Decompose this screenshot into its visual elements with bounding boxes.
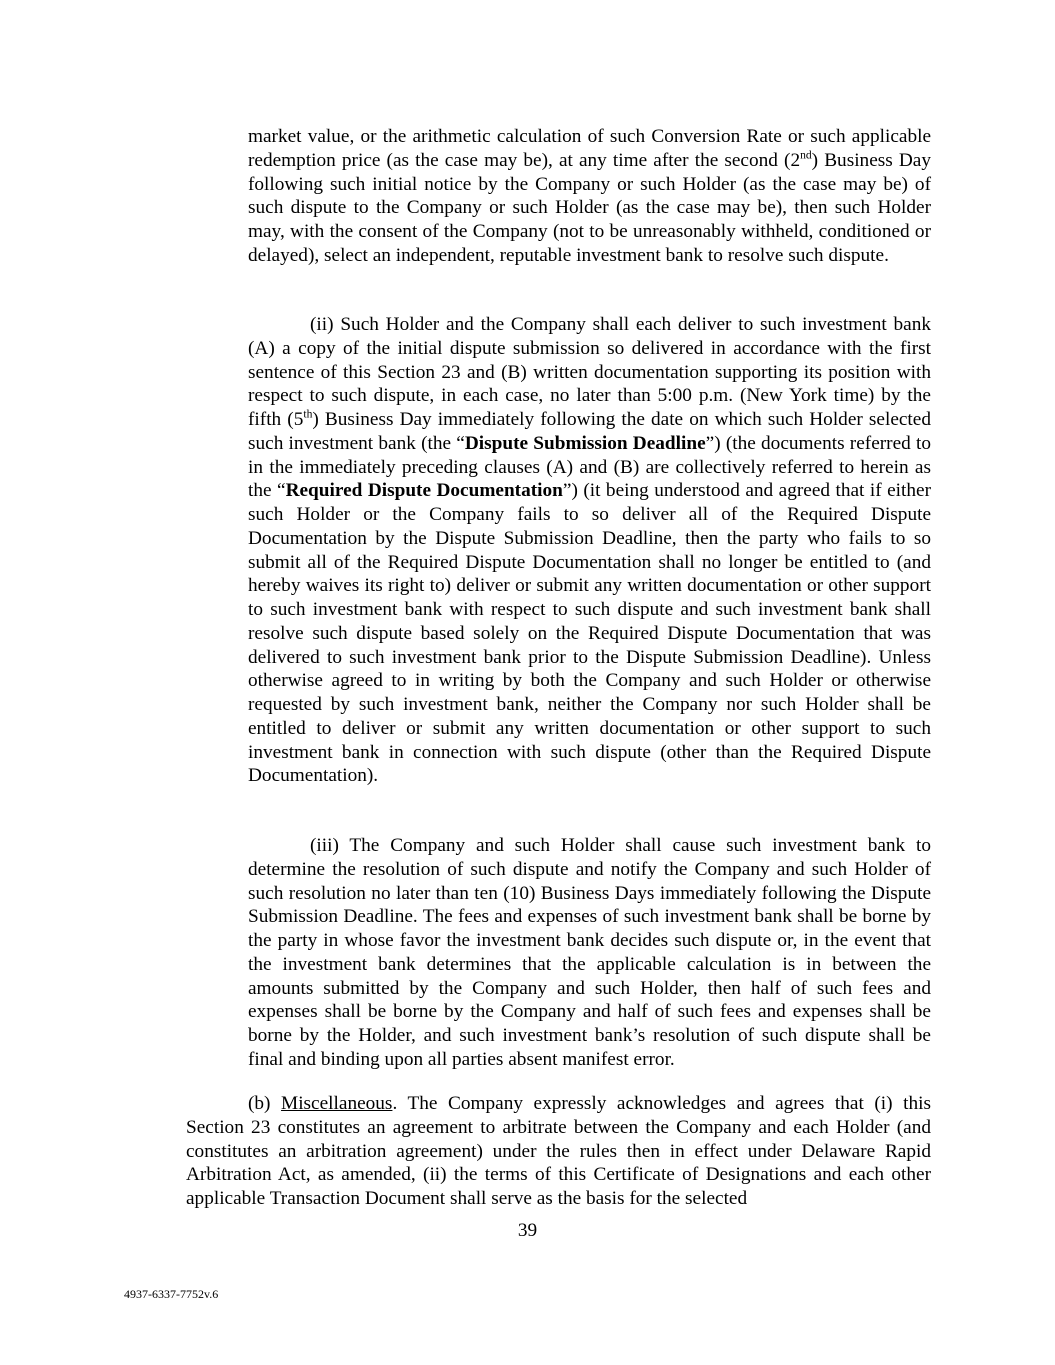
section-heading: Miscellaneous (281, 1093, 393, 1114)
paragraph-i-continuation (248, 125, 931, 268)
paragraph-text: (iii) The Company and such Holder shall cause such investment bank to determine the resolution of such dispute and notify the Company and such Holder of such resolution no later than ten (10) Business Days immediately following the Dispute Submission Deadline. The fees and expenses of such investment bank shall be borne by the party in whose favor the investment bank decides such dispute or, in the event that the investment bank determines that the applicable calculation is in between the amounts submitted by the Company and such Holder, then half of such fees and expenses shall be borne by the Company and half of such fees and expenses shall be borne by the Holder, and such investment bank’s resolution of such dispute shall be final and binding upon all parties absent manifest error. (248, 835, 931, 1070)
paragraph-text: ) Business Day immediately following the date on which such Holder selected such investment bank (the “ (248, 409, 931, 454)
page-number: 39 (517, 1220, 538, 1241)
paragraph-text: ”) (the documents referred to in the immediately preceding clauses (A) and (B) are collectively referred to herein as the “ (248, 432, 932, 502)
paragraph-text: (ii) Such Holder and the Company shall each deliver to such investment bank (A) a copy of the initial dispute submission so delivered in accordance with the first sentence of this Section 23 and (B) written documentation supporting its position with respect to such dispute, in each case, no later than 5:00 p.m. (New York time) by the fifth (5 (248, 314, 931, 430)
defined-term: Required Dispute Documentation (285, 480, 563, 502)
paragraph-text: market value, or the arithmetic calculation of such Conversion Rate or such applicable redemption price (as the case may be), at any time after the second (2 (248, 126, 931, 171)
paragraph-label: (b) (248, 1093, 282, 1114)
paragraph-ii (248, 313, 931, 788)
ordinal-superscript: th (303, 407, 313, 421)
document-id: 4937-6337-7752v.6 (124, 1287, 219, 1301)
paragraph-text: ) Business Day following such initial notice by the Company or such Holder (as the case may be) of such dispute to the Company or such Holder (as the case may be), then such Holder may, with the consent of the Company (not to be unreasonably withheld, conditioned or delayed), select an independent, reputable investment bank to resolve such dispute. (248, 149, 931, 266)
paragraph-text: . The Company expressly acknowledges and agrees that (i) this Section 23 constitutes an agreement to arbitrate between the Company and each Holder (and constitutes an arbitration agreement) under the rules then in effect under Delaware Rapid Arbitration Act, as amended, (ii) the terms of this Certificate of Designations and each other applicable Transaction Document shall serve as the basis for the selected (186, 1093, 931, 1209)
paragraph-b-miscellaneous (186, 1092, 931, 1211)
paragraph-text: ”) (it being understood and agreed that if either such Holder or the Company fails to so deliver all of the Required Dispute Documentation by the Dispute Submission Deadline, then the party who fails to so submit all of the Required Dispute Documentation shall no longer be entitled to (and hereby waives its right to) deliver or submit any written documentation or other support to such investment bank with respect to such dispute and such investment bank shall resolve such dispute based solely on the Required Dispute Documentation that was delivered to such investment bank prior to the Dispute Submission Deadline). Unless otherwise agreed to in writing by both the Company and such Holder or otherwise requested by such investment bank, neither the Company nor such Holder shall be entitled to deliver or submit any written documentation or other support to such investment bank in connection with such dispute (other than the Required Dispute Documentation). (248, 480, 931, 787)
defined-term: Dispute Submission Deadline (464, 432, 706, 454)
paragraph-iii (248, 834, 931, 1072)
ordinal-superscript: nd (800, 148, 812, 162)
